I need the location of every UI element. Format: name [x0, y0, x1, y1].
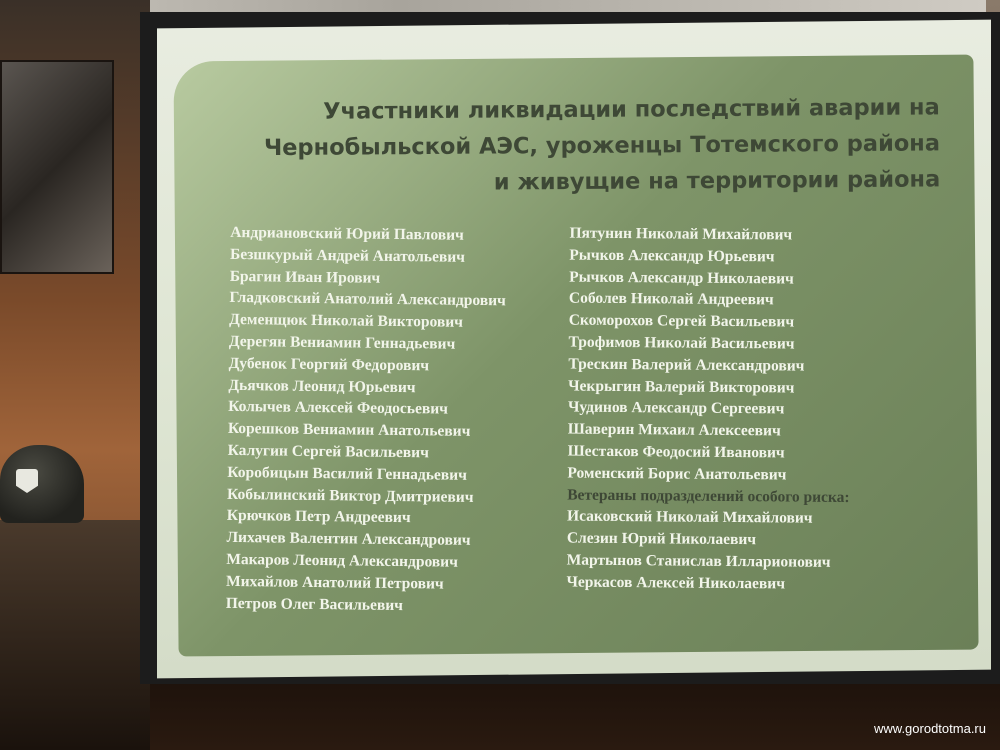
list-item: Михайлов Анатолий Петрович [225, 572, 444, 593]
list-item: Безшкурый Андрей Анатольевич [229, 245, 466, 266]
slide-title-line: Участники ликвидации последствий аварии на [323, 94, 940, 125]
list-item: Слезин Юрий Николаевич [566, 529, 757, 549]
slide-title-line: и живущие на территории района [493, 166, 941, 196]
list-item: Шаверин Михаил Алексеевич [567, 420, 781, 440]
list-item: Колычев Алексей Феодосьевич [228, 398, 449, 418]
list-item: Калугин Сергей Васильевич [227, 441, 429, 462]
list-item: Лихачев Валентин Александрович [226, 529, 471, 550]
list-item: Трофимов Николай Васильевич [568, 333, 795, 353]
display-shelf [0, 520, 150, 750]
slide-title [200, 89, 941, 202]
list-item: Соболев Николай Андреевич [568, 289, 774, 309]
list-item: Чекрыгин Валерий Викторович [568, 377, 795, 397]
list-item: Мартынов Станислав Илларионович [566, 551, 831, 571]
list-item: Рычков Александр Николаевич [569, 268, 794, 288]
watermark: www.gorodtotma.ru [874, 721, 986, 736]
list-item: Корешков Вениамин Анатольевич [227, 420, 471, 441]
list-item: Дерегян Вениамин Геннадьевич [228, 332, 456, 353]
list-item: Дубенок Георгий Федорович [228, 354, 430, 375]
list-item: Кобылинский Виктор Дмитриевич [226, 485, 474, 506]
names-list-right [566, 223, 899, 596]
list-item: Петров Олег Васильевич [225, 594, 404, 614]
list-item: Коробицын Василий Геннадьевич [227, 463, 468, 484]
list-item: Рычков Александр Юрьевич [569, 246, 775, 266]
helmet-emblem-icon [16, 469, 38, 493]
list-item: Трескин Валерий Александрович [568, 355, 805, 375]
helmet-exhibit [0, 445, 84, 523]
list-item: Черкасов Алексей Николаевич [566, 573, 786, 593]
list-item: Шестаков Феодосий Иванович [567, 442, 785, 462]
list-item: Андриановский Юрий Павлович [230, 223, 464, 244]
names-list-left [226, 222, 571, 618]
list-item: Деменщюк Николай Викторович [229, 311, 464, 331]
list-item: Дьячков Леонид Юрьевич [228, 376, 416, 396]
list-item: Скоморохов Сергей Васильевич [568, 311, 795, 331]
list-item: Пятунин Николай Михайлович [569, 224, 793, 244]
list-item: Роменский Борис Анатольевич [567, 464, 787, 484]
wall-picture [0, 60, 114, 274]
list-item: Брагин Иван Ирович [229, 267, 381, 287]
slide-title-line: Чернобыльской АЭС, уроженцы Тотемского района [263, 130, 941, 162]
list-item: Крючков Петр Андреевич [226, 507, 411, 527]
veterans-heading: Ветераны подразделений особого риска: [567, 486, 850, 506]
list-item: Гладковский Анатолий Александрович [229, 289, 506, 310]
list-item: Исаковский Николай Михайлович [566, 507, 813, 528]
list-item: Макаров Леонид Александрович [226, 550, 459, 571]
list-item: Чудинов Александр Сергеевич [567, 398, 785, 418]
